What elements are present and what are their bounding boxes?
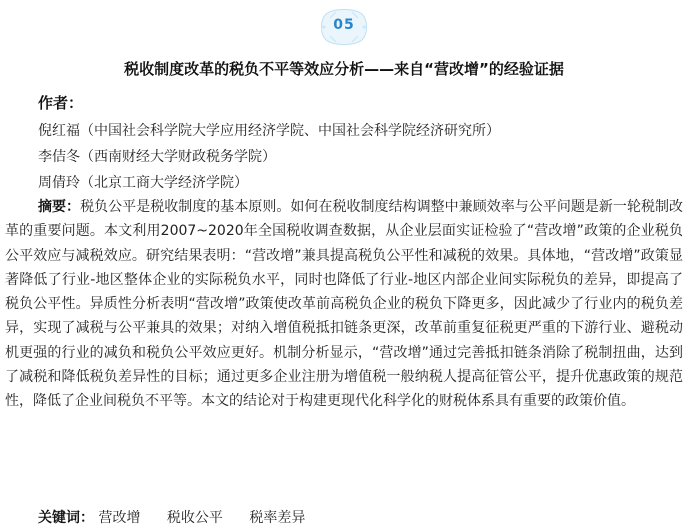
abstract-label: 摘要：	[38, 199, 81, 215]
keyword-item: 税收公平	[166, 510, 223, 526]
section-number: 05	[333, 17, 355, 33]
keyword-item: 营改增	[98, 510, 141, 526]
author-2: 李佶冬（西南财经大学财政税务学院）	[38, 149, 276, 165]
keywords-label: 关键词：	[38, 510, 94, 526]
authors-heading: 作者：	[38, 94, 84, 112]
abstract-paragraph	[5, 195, 683, 414]
abstract-text: 税负公平是税收制度的基本原则。如何在税收制度结构调整中兼顾效率与公平问题是新一轮税制改革的重要问题。本文利用2007~2020年全国税收调查数据，从企业层面实证检验了“营改增”政策的企业税负公平效应与减税效应。研究结果表明：“营改增”兼具提高税负公平性和减税的效果。具体地，“营改增”政策显著降低了行业-地区整体企业的实际税负水平，同时也降低了行业-地区内部企业间实际税负的差异，即提高了税负公平性。异质性分析表明“营改增”政策使改革前高税负企业的税负下降更多，因此减少了行业内的税负差异，实现了减税与公平兼具的效果；对纳入增值税抵扣链条更深，改革前重复征税更严重的下游行业、避税动机更强的行业的减负和税负公平效应更好。机制分析显示，“营改增”通过完善抵扣链条消除了税制扭曲，达到了减税和降低税负差异性的目标；通过更多企业注册为增值税一般纳税人提高征管公平，提升优惠政策的规范性，降低了企业间税负不平等。本文的结论对于构建更现代化科学化的财税体系具有重要的政策价值。	[5, 199, 684, 410]
section-number-badge	[316, 6, 372, 48]
keywords-line	[38, 507, 327, 527]
author-3: 周倩玲（北京工商大学经济学院）	[38, 175, 248, 191]
author-1: 倪红福（中国社会科学院大学应用经济学院、中国社会科学院经济研究所）	[38, 123, 500, 139]
article-title: 税收制度改革的税负不平等效应分析——来自“营改增”的经验证据	[124, 60, 564, 78]
keyword-item: 税率差异	[249, 510, 306, 526]
